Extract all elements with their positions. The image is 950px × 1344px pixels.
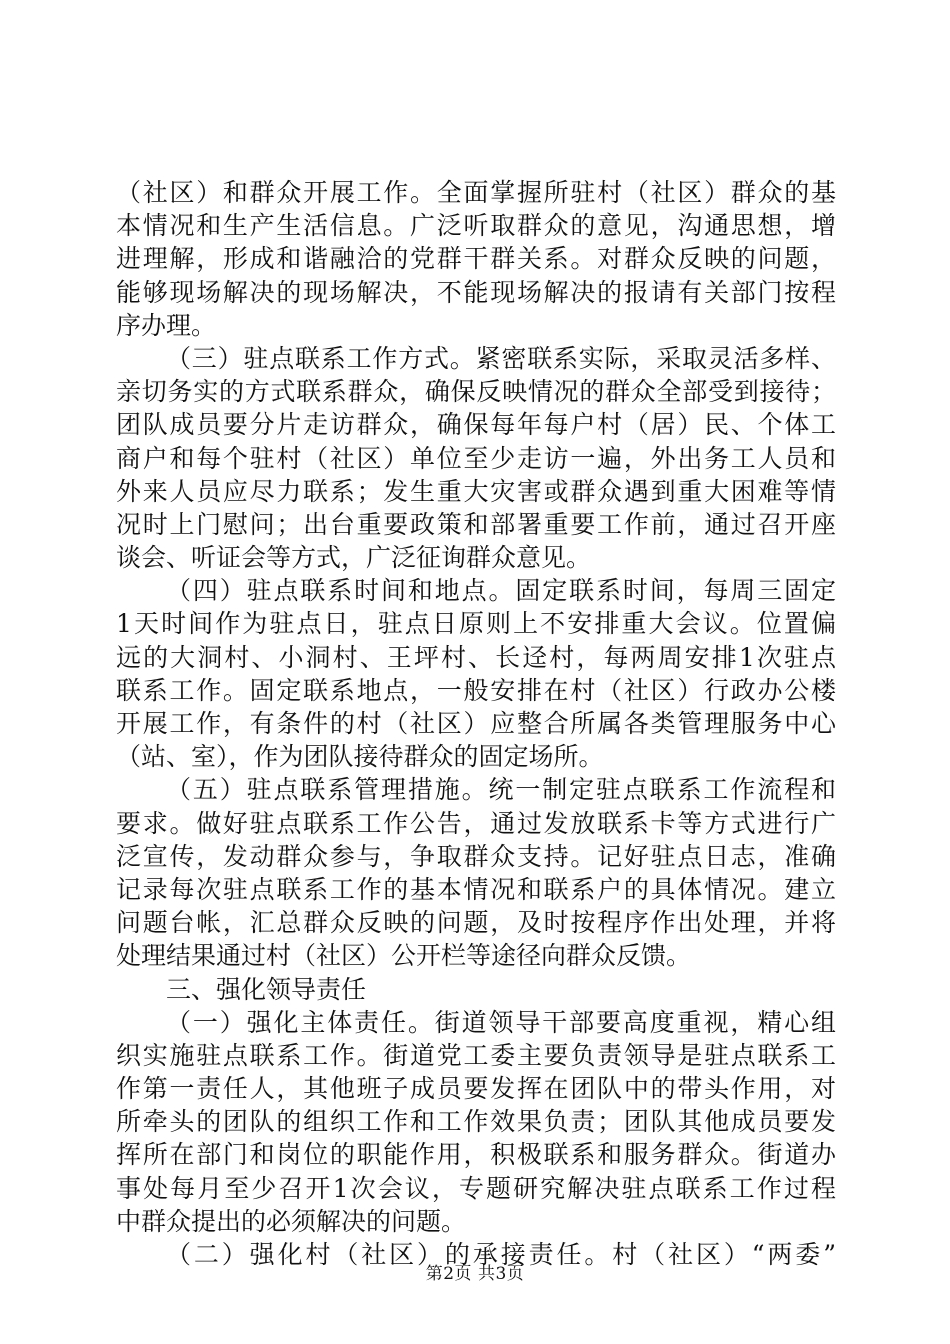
text-line: （社区）和群众开展工作。全面掌握所驻村（社区）群众的基	[116, 178, 836, 207]
text-line: 中群众提出的必须解决的问题。	[116, 1206, 467, 1236]
text-line: 处理结果通过村（社区）公开栏等途径向群众反馈。	[116, 941, 692, 971]
section-heading: 三、强化领导责任	[166, 974, 367, 1004]
text-line: 1天时间作为驻点日，驻点日原则上不安排重大会议。位置偏	[116, 609, 836, 639]
text-line: 作第一责任人，其他班子成员要发挥在团队中的带头作用，对	[116, 1074, 836, 1104]
text-line: 外来人员应尽力联系；发生重大灾害或群众遇到重大困难等情	[116, 476, 836, 506]
paragraph-heading-line: （五）驻点联系管理措施。统一制定驻点联系工作流程和	[166, 775, 836, 805]
text-line: 事处每月至少召开1次会议，专题研究解决驻点联系工作过程	[116, 1173, 836, 1203]
body-text	[116, 176, 836, 1271]
text-line: 记录每次驻点联系工作的基本情况和联系户的具体情况。建立	[116, 874, 836, 904]
paragraph-heading-line: （二）强化村（社区）的承接责任。村（社区）“两委”	[166, 1240, 836, 1269]
text-line: 所牵头的团队的组织工作和工作效果负责；团队其他成员要发	[116, 1107, 836, 1137]
text-line: 亲切务实的方式联系群众，确保反映情况的群众全部受到接待；	[116, 377, 836, 407]
text-line: 问题台帐，汇总群众反映的问题，及时按程序作出处理，并将	[116, 908, 836, 938]
text-line: 进理解，形成和谐融洽的党群干群关系。对群众反映的问题，	[116, 244, 836, 274]
text-line: 开展工作，有条件的村（社区）应整合所属各类管理服务中心	[116, 709, 836, 738]
paragraph-heading-line: （四）驻点联系时间和地点。固定联系时间，每周三固定	[166, 576, 836, 606]
text-line: 况时上门慰问；出台重要政策和部署重要工作前，通过召开座	[116, 509, 836, 539]
text-line: 织实施驻点联系工作。街道党工委主要负责领导是驻点联系工	[116, 1040, 836, 1070]
text-line: 能够现场解决的现场解决，不能现场解决的报请有关部门按程	[116, 277, 836, 307]
text-line: 谈会、听证会等方式，广泛征询群众意见。	[116, 543, 592, 573]
text-line: 序办理。	[116, 310, 217, 340]
paragraph-heading-line: （一）强化主体责任。街道领导干部要高度重视，精心组	[166, 1007, 836, 1037]
text-line: 要求。做好驻点联系工作公告，通过发放联系卡等方式进行广	[116, 808, 836, 838]
text-line: 本情况和生产生活信息。广泛听取群众的意见，沟通思想，增	[116, 211, 836, 241]
text-line: 联系工作。固定联系地点，一般安排在村（社区）行政办公楼	[116, 675, 836, 705]
text-line: 泛宣传，发动群众参与，争取群众支持。记好驻点日志，准确	[116, 841, 836, 871]
text-line: 商户和每个驻村（社区）单位至少走访一遍，外出务工人员和	[116, 443, 836, 473]
text-line: 挥所在部门和岗位的职能作用，积极联系和服务群众。街道办	[116, 1140, 836, 1170]
text-line: 远的大洞村、小洞村、王坪村、长迳村，每两周安排1次驻点	[116, 642, 836, 672]
text-line: 团队成员要分片走访群众，确保每年每户村（居）民、个体工	[116, 410, 836, 440]
paragraph-heading-line: （三）驻点联系工作方式。紧密联系实际，采取灵活多样、	[166, 343, 836, 373]
text-line: （站、室），作为团队接待群众的固定场所。	[116, 742, 604, 772]
page-number-footer: 第2页 共3页	[425, 1264, 525, 1284]
